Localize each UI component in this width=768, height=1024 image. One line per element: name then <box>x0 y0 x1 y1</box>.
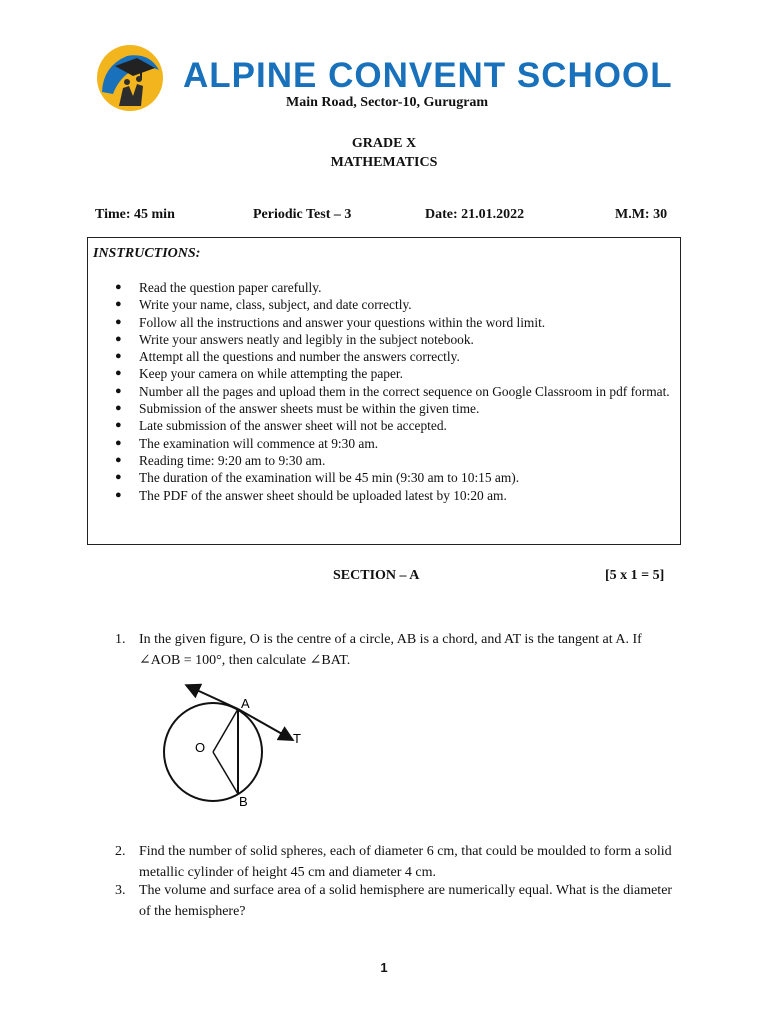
list-item: ● Write your answers neatly and legibly in the subject notebook. <box>115 331 474 347</box>
bullet-icon: ● <box>115 315 122 328</box>
circle-tangent-figure <box>150 678 310 810</box>
question-text: In the given figure, O is the centre of a circle, AB is a chord, and AT is the tangent at A. If ∠AOB = 100°, then calculate ∠BAT. <box>139 632 642 668</box>
bullet-icon: ● <box>115 332 122 345</box>
school-address: Main Road, Sector-10, Gurugram <box>286 95 489 110</box>
instructions-box <box>87 237 681 545</box>
grade-title: GRADE X <box>351 136 417 151</box>
test-label: Periodic Test – 3 <box>253 207 352 222</box>
question-number: 1. <box>115 632 126 647</box>
question-2 <box>115 841 675 883</box>
list-item: ● Late submission of the answer sheet will not be accepted. <box>115 418 447 434</box>
bullet-icon: ● <box>115 281 122 293</box>
label-o: O <box>195 740 206 755</box>
radius-ob <box>213 752 238 794</box>
bullet-icon: ● <box>115 402 122 415</box>
list-item: ● The duration of the examination will be 45 min (9:30 am to 10:15 am). <box>115 470 520 486</box>
list-item: ● Number all the pages and upload them in the correct sequence on Google Classroom in pdf format. <box>115 383 670 399</box>
question-text: Find the number of solid spheres, each of diameter 6 cm, that could be moulded to form a solid metallic cylinder of height 45 cm and diameter 4 cm. <box>139 844 672 880</box>
label-a: A <box>241 696 250 711</box>
label-t: T <box>293 731 301 746</box>
question-3 <box>115 880 675 922</box>
question-text: The volume and surface area of a solid hemisphere are numerically equal. What is the diameter of the hemisphere? <box>139 883 673 919</box>
bullet-icon: ● <box>115 436 122 449</box>
school-name: ALPINE CONVENT SCHOOL <box>183 56 673 95</box>
subject-title: MATHEMATICS <box>330 155 438 170</box>
instructions-heading: INSTRUCTIONS: <box>93 246 201 261</box>
bullet-icon: ● <box>115 471 122 484</box>
list-item: ● The PDF of the answer sheet should be uploaded latest by 10:20 am. <box>115 487 507 503</box>
list-item: ● Keep your camera on while attempting the paper. <box>115 366 403 382</box>
max-marks-label: M.M: 30 <box>615 207 668 222</box>
section-marks: [5 x 1 = 5] <box>605 568 665 583</box>
question-number: 3. <box>115 883 126 898</box>
bullet-icon: ● <box>115 419 122 432</box>
school-logo-icon <box>93 44 167 112</box>
list-item: ● Reading time: 9:20 am to 9:30 am. <box>115 452 326 468</box>
list-item: ● Follow all the instructions and answer your questions within the word limit. <box>115 314 546 330</box>
list-item: ● Submission of the answer sheets must be within the given time. <box>115 401 480 417</box>
bullet-icon: ● <box>115 367 122 380</box>
label-b: B <box>239 794 248 809</box>
date-label: Date: 21.01.2022 <box>425 207 525 222</box>
question-1 <box>115 629 675 671</box>
tangent-line-forward <box>238 709 291 739</box>
page-number: 1 <box>380 960 388 975</box>
bullet-icon: ● <box>115 350 122 363</box>
time-label: Time: 45 min <box>95 207 175 222</box>
list-item: ● Attempt all the questions and number the answers correctly. <box>115 349 460 365</box>
bullet-icon: ● <box>115 488 122 501</box>
list-item: ● Write your name, class, subject, and date correctly. <box>115 297 412 313</box>
bullet-icon: ● <box>115 453 122 466</box>
list-item: ● The examination will commence at 9:30 am. <box>115 435 379 451</box>
bullet-icon: ● <box>115 384 122 397</box>
section-title: SECTION – A <box>333 568 420 583</box>
bullet-icon: ● <box>115 298 122 311</box>
radius-oa <box>213 709 238 752</box>
list-item: ● Read the question paper carefully. <box>115 280 322 295</box>
instructions-list <box>88 279 682 504</box>
question-number: 2. <box>115 844 126 859</box>
